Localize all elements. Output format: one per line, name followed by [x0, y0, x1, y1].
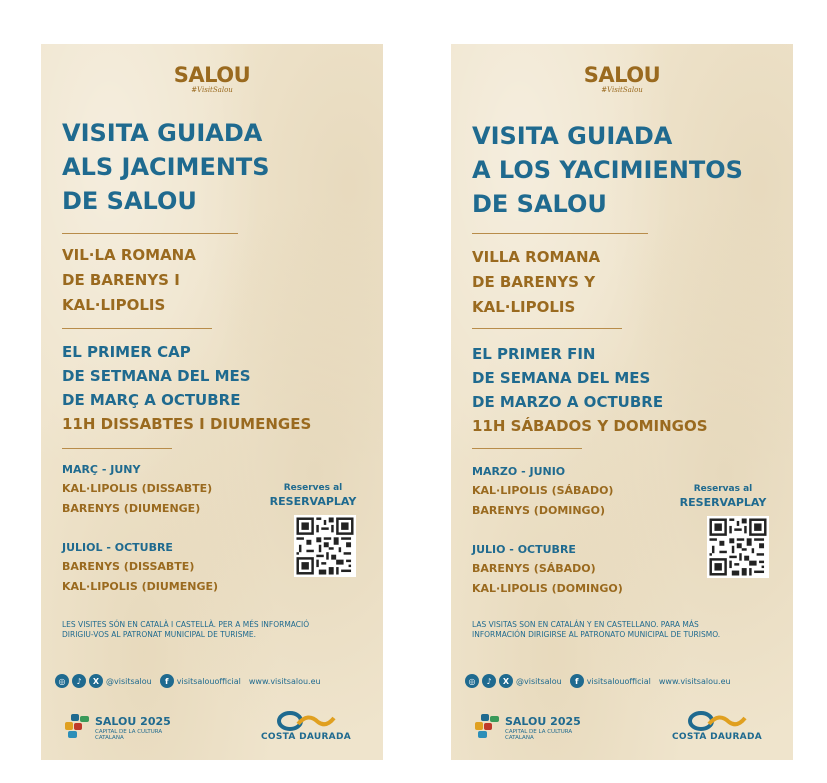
when-line: DE MARZO A OCTUBRE — [472, 393, 664, 411]
x-icon[interactable]: X — [89, 674, 103, 688]
period-item: KAL·LIPOLIS (DIUMENGE) — [62, 580, 219, 593]
site-names — [62, 243, 196, 318]
poster-title — [472, 119, 782, 221]
capital-cultura-mark-icon — [475, 714, 501, 738]
hours-line: 11H SÁBADOS Y DOMINGOS — [472, 417, 708, 435]
costa-daurada-logo — [667, 710, 767, 742]
period-item: KAL·LIPOLIS (SÁBADO) — [472, 484, 614, 497]
period-list — [472, 481, 613, 521]
title-line: A LOS YACIMIENTOS — [472, 156, 743, 184]
period-list — [472, 559, 623, 599]
costa-daurada-logo — [256, 710, 356, 742]
costa-daurada-text: COSTA DAURADA — [261, 732, 351, 742]
poster-catalan — [41, 44, 383, 760]
qr-code[interactable] — [294, 515, 356, 577]
site-line: KAL·LIPOLIS — [472, 298, 576, 316]
divider — [62, 328, 212, 329]
schedule-summary — [472, 342, 708, 438]
period-title: MARÇ - JUNY — [62, 463, 141, 476]
divider — [472, 233, 648, 234]
period-item: KAL·LIPOLIS (DOMINGO) — [472, 582, 623, 595]
reserve-label: Reservas al — [693, 484, 753, 494]
title-line: ALS JACIMENTS — [62, 153, 270, 181]
capital-subtitle: CAPITAL DE LA CULTURA CATALANA — [95, 729, 163, 741]
divider — [62, 448, 172, 449]
site-line: KAL·LIPOLIS — [62, 296, 166, 314]
salou-logo — [41, 64, 383, 94]
divider — [62, 233, 238, 234]
when-line: DE SETMANA DEL MES — [62, 367, 251, 385]
social-handle[interactable]: @visitsalou — [516, 676, 562, 686]
period-title: JULIO - OCTUBRE — [472, 543, 576, 556]
period-title: JULIOL - OCTUBRE — [62, 541, 173, 554]
reserve-link[interactable]: RESERVAPLAY — [269, 495, 357, 508]
website-link[interactable]: www.visitsalou.eu — [658, 676, 731, 686]
costa-daurada-mark-icon — [276, 710, 336, 732]
period-item: KAL·LIPOLIS (DISSABTE) — [62, 482, 213, 495]
facebook-icon[interactable]: f — [160, 674, 174, 688]
instagram-icon[interactable]: ◎ — [55, 674, 69, 688]
facebook-handle[interactable]: visitsalouofficial — [586, 676, 651, 686]
title-line: DE SALOU — [62, 187, 197, 215]
site-names — [472, 245, 600, 320]
reserve-label: Reserves al — [283, 483, 343, 493]
qr-code[interactable] — [707, 516, 769, 578]
title-line: DE SALOU — [472, 190, 607, 218]
tiktok-icon[interactable]: ♪ — [72, 674, 86, 688]
logo-hashtag: #VisitSalou — [601, 86, 643, 94]
period-title: MARZO - JUNIO — [472, 465, 566, 478]
site-line: DE BARENYS I — [62, 271, 180, 289]
site-line: VIL·LA ROMANA — [62, 246, 196, 264]
when-line: DE SEMANA DEL MES — [472, 369, 651, 387]
social-handle[interactable]: @visitsalou — [106, 676, 152, 686]
facebook-handle[interactable]: visitsalouofficial — [176, 676, 241, 686]
when-line: DE MARÇ A OCTUBRE — [62, 391, 241, 409]
logo-word: SALOU — [583, 63, 661, 87]
period-item: BARENYS (DOMINGO) — [472, 504, 605, 517]
logo-hashtag: #VisitSalou — [191, 86, 233, 94]
period-list — [62, 557, 218, 597]
title-line: VISITA GUIADA — [472, 122, 673, 150]
reserve-link[interactable]: RESERVAPLAY — [679, 496, 767, 509]
x-icon[interactable]: X — [499, 674, 513, 688]
period-list — [62, 479, 212, 519]
title-line: VISITA GUIADA — [62, 119, 263, 147]
facebook-icon[interactable]: f — [570, 674, 584, 688]
site-line: DE BARENYS Y — [472, 273, 596, 291]
tiktok-icon[interactable]: ♪ — [482, 674, 496, 688]
capital-title: SALOU 2025 — [505, 715, 581, 728]
logo-word: SALOU — [173, 63, 251, 87]
info-note: LES VISITES SÓN EN CATALÀ I CASTELLÀ. PER A MÉS INFORMACIÓ DIRIGIU-VOS AL PATRONAT MUNICIPAL DE TURISME. — [62, 620, 310, 639]
salou-logo — [451, 64, 793, 94]
hours-line: 11H DISSABTES I DIUMENGES — [62, 415, 312, 433]
capital-subtitle: CAPITAL DE LA CULTURA CATALANA — [505, 729, 573, 741]
when-line: EL PRIMER FIN — [472, 345, 596, 363]
period-item: BARENYS (DIUMENGE) — [62, 502, 201, 515]
capital-title: SALOU 2025 — [95, 715, 171, 728]
instagram-icon[interactable]: ◎ — [465, 674, 479, 688]
schedule-summary — [62, 340, 311, 436]
when-line: EL PRIMER CAP — [62, 343, 191, 361]
poster-title — [62, 116, 372, 218]
social-links — [465, 672, 739, 690]
info-note: LAS VISITAS SON EN CATALÁN Y EN CASTELLANO. PARA MÁS INFORMACIÓN DIRIGIRSE AL PATRONATO MUNICIPAL DE TURISMO. — [472, 620, 721, 639]
capital-cultura-mark-icon — [65, 714, 91, 738]
social-links — [55, 672, 329, 690]
poster-spanish — [451, 44, 793, 760]
costa-daurada-text: COSTA DAURADA — [672, 732, 762, 742]
period-item: BARENYS (DISSABTE) — [62, 560, 195, 573]
divider — [472, 328, 622, 329]
costa-daurada-mark-icon — [687, 710, 747, 732]
period-item: BARENYS (SÁBADO) — [472, 562, 596, 575]
divider — [472, 448, 582, 449]
site-line: VILLA ROMANA — [472, 248, 601, 266]
website-link[interactable]: www.visitsalou.eu — [248, 676, 321, 686]
